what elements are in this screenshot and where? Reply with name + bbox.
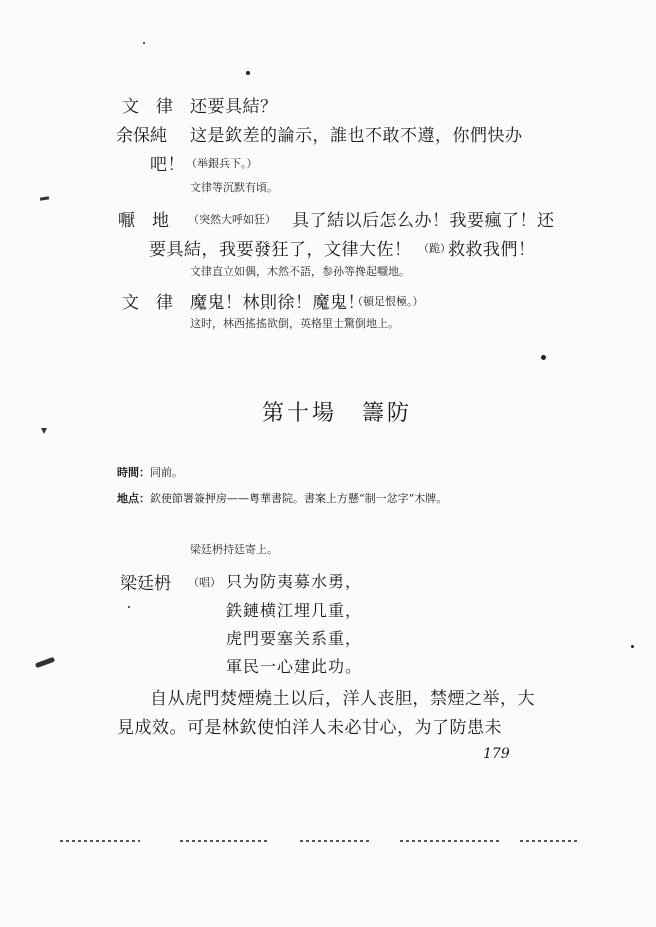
page-number: 179 (483, 746, 510, 762)
speck-mark (41, 428, 47, 434)
place-value: 欽使節署簽押房——粤華書院。書案上方懸“制一忿字”木牌。 (150, 492, 448, 505)
stage-direction-4: 梁廷枬持廷寄上。 (190, 543, 278, 556)
place-line (117, 490, 447, 506)
speaker-wenlu-1: 文 律 (122, 97, 173, 117)
verse-line: 鉄鏈横江埋几重， (226, 601, 363, 620)
speaker-wenlu-2: 文 律 (122, 293, 173, 313)
dialogue-line-3: 具了結以后怎么办！我要瘋了！还 (292, 211, 555, 231)
verse-line: 軍民一心建此功。 (226, 657, 363, 676)
stage-direction-2: 文律直立如偶，木然不語，参孙等搀起嚈地。 (190, 265, 410, 278)
scan-artifact (300, 840, 370, 842)
verse-line: 只为防夷募水勇， (226, 572, 363, 591)
scan-artifact (520, 840, 580, 842)
stage-note-1: （举銀兵下。） (186, 157, 258, 170)
dialogue-cont-2: 要具結，我要發狂了，文律大佐！ (149, 240, 412, 260)
speck-mark (143, 42, 145, 44)
speaker-yandi: 嚈 地 (118, 211, 169, 231)
stage-note-5: （唱） (188, 576, 221, 589)
dialogue-cont-3: 救救我們！ (448, 240, 536, 260)
dialogue-line-1: 还要具結？ (190, 97, 278, 117)
speck-mark (246, 71, 250, 75)
stage-note-3: （跪） (418, 242, 451, 255)
stage-direction-1: 文律等沉默有頃。 (190, 181, 278, 194)
scene-title: 第十場 籌防 (262, 401, 413, 426)
dialogue-line-4: 魔鬼！林則徐！魔鬼！ (190, 293, 365, 313)
speck-mark (40, 196, 49, 201)
speaker-liangtingnan: 梁廷枬 (120, 574, 171, 594)
time-line (117, 464, 183, 480)
prose-line: 見成效。可是林欽使怕洋人未必甘心，为了防患未 (117, 718, 502, 738)
place-label: 地点： (117, 492, 150, 505)
time-label: 時間： (117, 466, 150, 479)
speaker-yubaochun: 余保純 (116, 126, 167, 146)
dialogue-line-2: 这是欽差的論示，誰也不敢不遵，你們快办 (190, 126, 523, 146)
scan-artifact (400, 840, 500, 842)
speck-mark (541, 355, 546, 360)
verse-line: 虎門要塞关系重， (226, 629, 363, 648)
scan-artifact (60, 840, 140, 842)
scan-artifact (180, 840, 270, 842)
stage-direction-3: 这时，林西搖搖欲倒，英格里士驚倒地上。 (190, 317, 399, 330)
speck-mark (128, 606, 130, 608)
speck-mark (35, 657, 56, 669)
speck-mark (631, 645, 634, 648)
stage-note-4: （頓足恨極。） (352, 295, 424, 308)
dialogue-cont-1: 吧！ (150, 155, 185, 175)
time-value: 同前。 (150, 466, 183, 479)
stage-note-2: （突然大呼如狂） (188, 213, 276, 226)
prose-line: 自从虎門焚煙燒土以后，洋人丧胆，禁煙之举，大 (150, 689, 535, 709)
